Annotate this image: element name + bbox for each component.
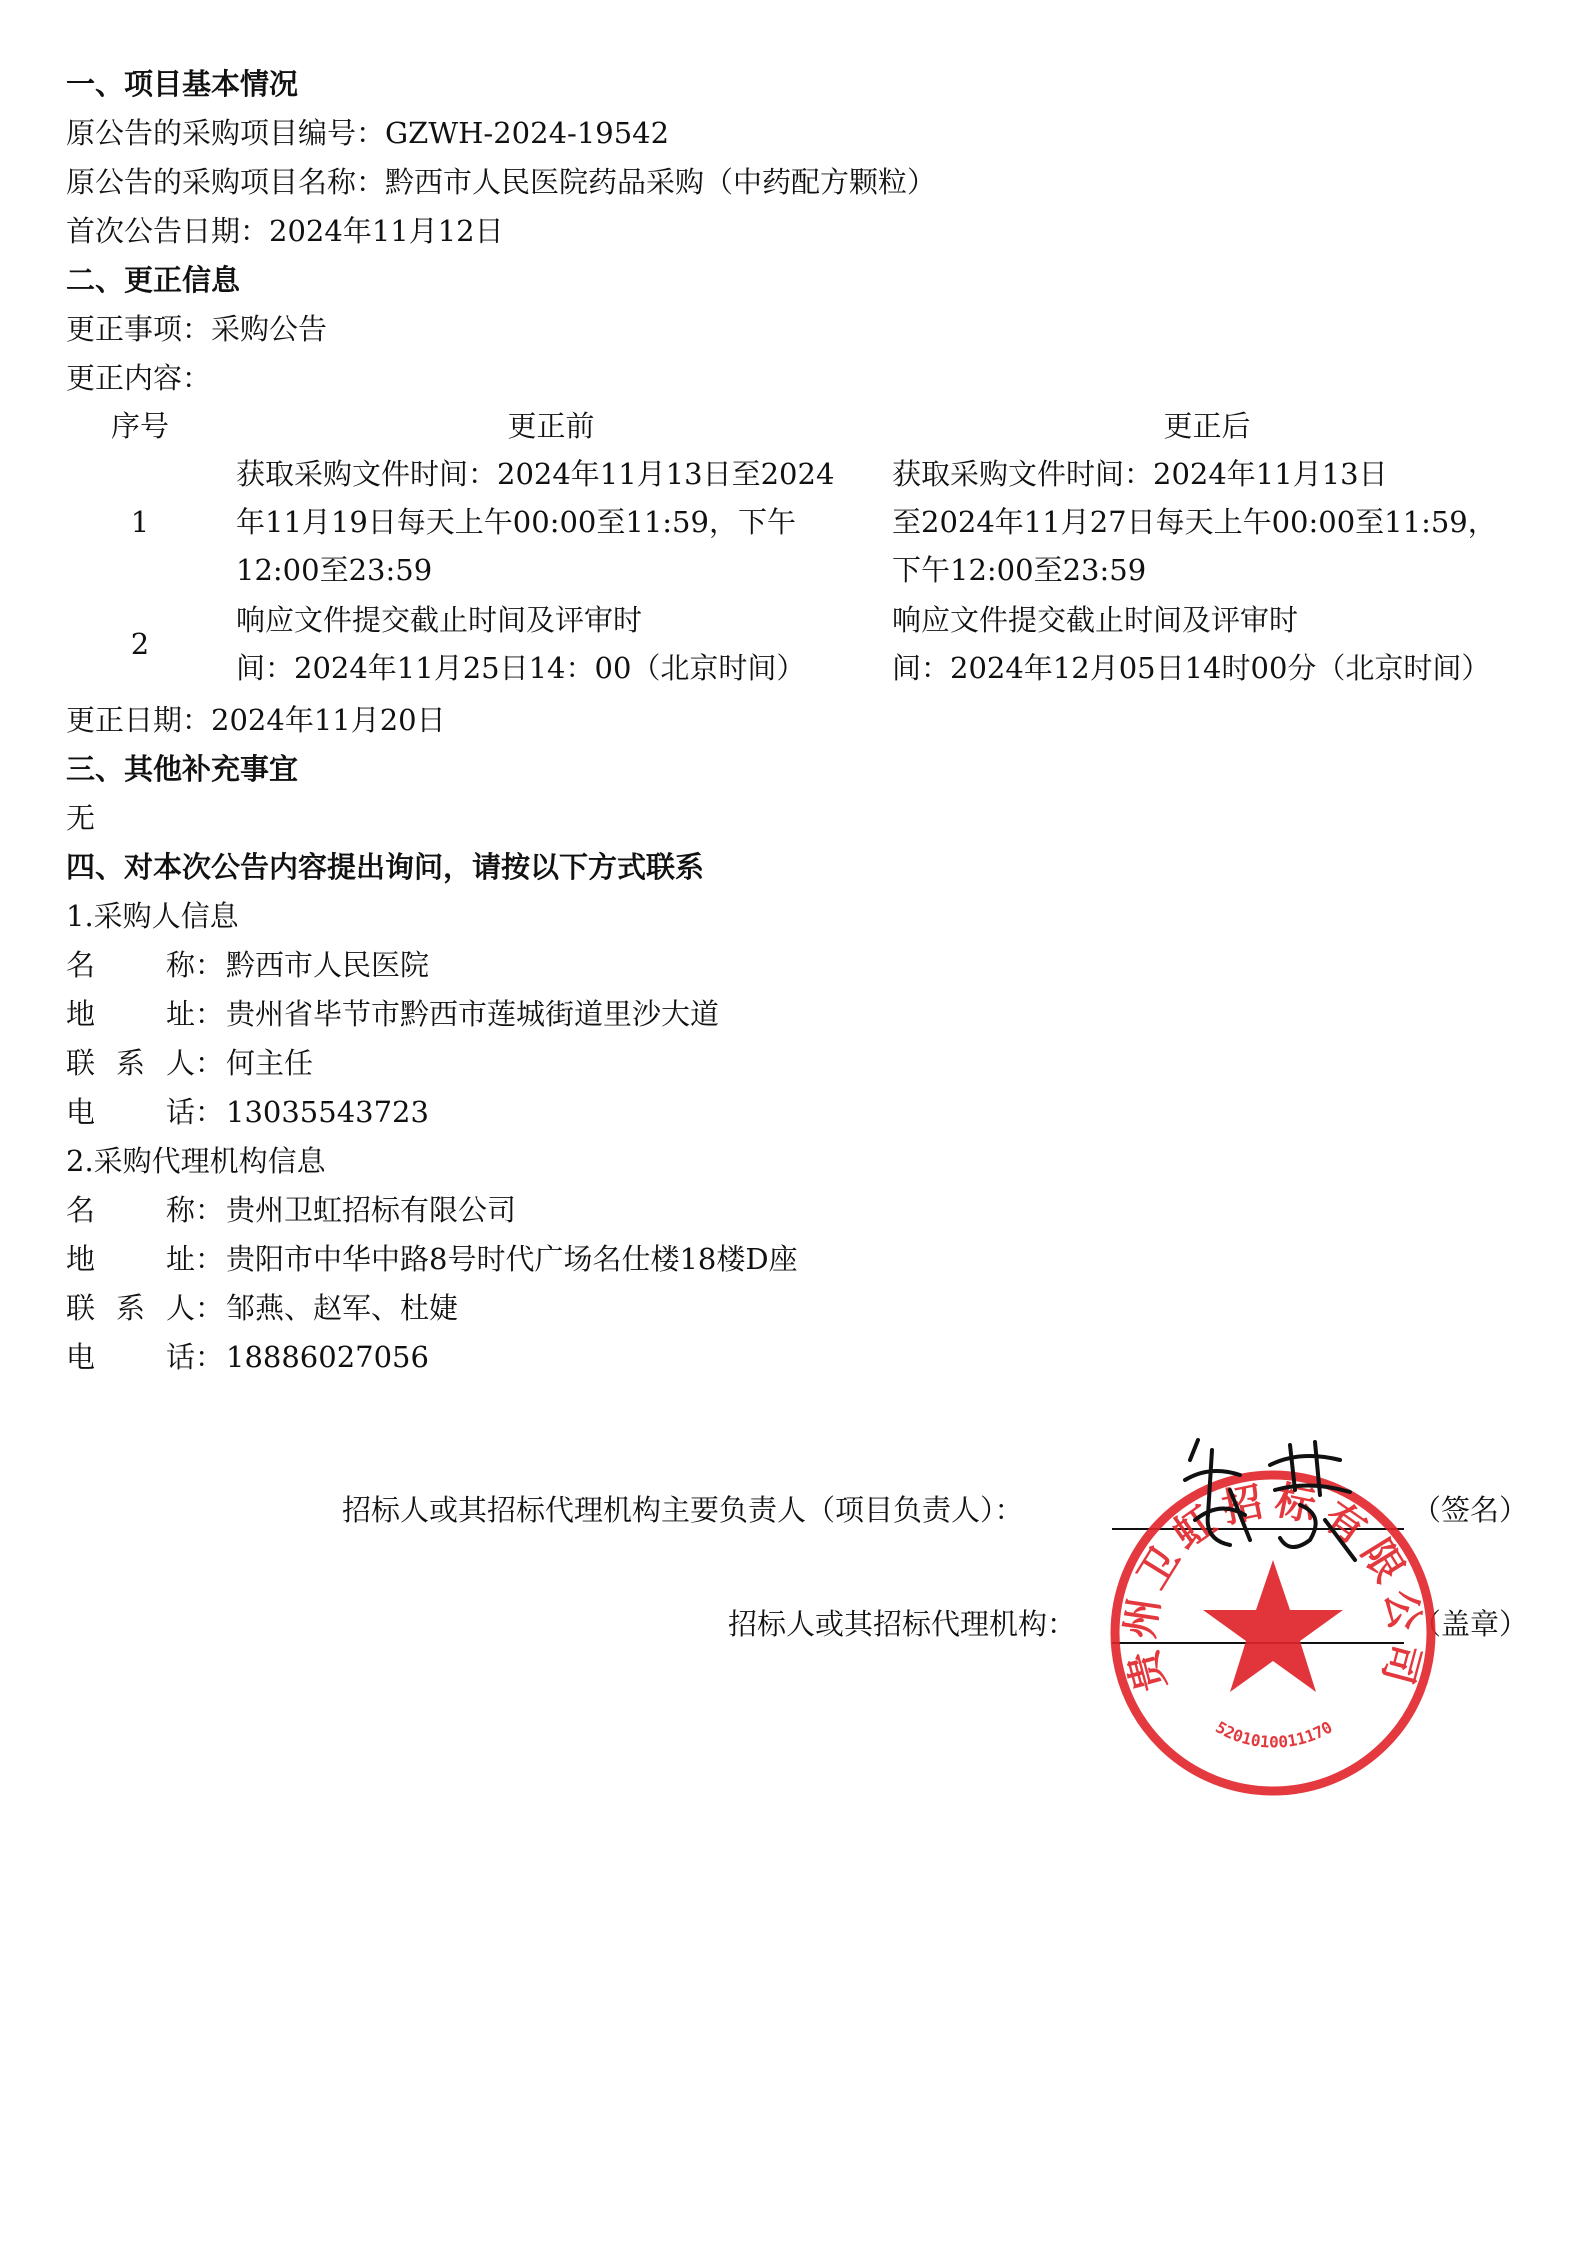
row-2-before-line: 响应文件提交截止时间及评审时	[236, 603, 643, 637]
project-number-line	[66, 111, 669, 155]
signature-suffix: （签名）	[1412, 1493, 1529, 1527]
section3-heading: 三、其他补充事宜	[66, 752, 299, 786]
label-char: 电	[66, 1340, 96, 1374]
table-header-no: 序号	[110, 409, 169, 443]
table-row-2-before	[236, 596, 876, 692]
table-header-after: 更正后	[1163, 409, 1251, 443]
project-number: GZWH-2024-19542	[385, 116, 670, 150]
project-name-line	[66, 160, 936, 204]
purchaser-contact: 何主任	[226, 1046, 314, 1080]
label-char: 联	[66, 1046, 96, 1080]
row-1-before-line: 12:00至23:59	[236, 553, 433, 587]
seal-star-icon	[1203, 1560, 1343, 1692]
seal-company-text: 贵州卫虹招标有限公司	[1117, 1477, 1429, 1697]
name-label	[66, 1188, 226, 1232]
leader-signature-label: 招标人或其招标代理机构主要负责人（项目负责人）：	[342, 1493, 1024, 1527]
label-char: 名	[66, 1193, 96, 1227]
label-char: 人：	[166, 1291, 225, 1325]
purchaser-contact-line	[66, 1041, 313, 1085]
row-2-after-line: 响应文件提交截止时间及评审时	[892, 603, 1299, 637]
purchaser-address: 贵州省毕节市黔西市莲城街道里沙大道	[226, 997, 720, 1031]
agency-address: 贵阳市中华中路8号时代广场名仕楼18楼D座	[226, 1242, 798, 1276]
project-number-label: 原公告的采购项目编号：	[66, 116, 386, 150]
purchaser-title: 1.采购人信息	[66, 899, 239, 933]
contact-label	[66, 1041, 226, 1085]
correction-date-line	[66, 698, 446, 742]
purchaser-name-line	[66, 943, 429, 987]
agency-address-line	[66, 1237, 798, 1281]
handwritten-signature	[1150, 1420, 1390, 1570]
project-name-label: 原公告的采购项目名称：	[66, 165, 386, 199]
address-label	[66, 992, 226, 1036]
project-name: 黔西市人民医院药品采购（中药配方颗粒）	[385, 165, 937, 199]
agency-phone: 18886027056	[226, 1340, 429, 1374]
agency-phone-line	[66, 1335, 429, 1379]
label-char: 地	[66, 1242, 96, 1276]
label-char: 地	[66, 997, 96, 1031]
label-char: 话：	[166, 1340, 225, 1374]
row-1-after-line: 至2024年11月27日每天上午00:00至11:59，	[892, 505, 1497, 539]
label-char: 系	[116, 1291, 146, 1325]
correction-content-label: 更正内容：	[66, 361, 212, 395]
section1-heading: 一、项目基本情况	[66, 67, 299, 101]
table-row-1-no: 1	[130, 505, 150, 539]
agency-contact: 邹燕、赵军、杜婕	[226, 1291, 459, 1325]
label-char: 系	[116, 1046, 146, 1080]
org-seal-label: 招标人或其招标代理机构：	[728, 1607, 1077, 1641]
first-date-line	[66, 209, 504, 253]
label-char: 址：	[166, 1242, 225, 1276]
label-char: 联	[66, 1291, 96, 1325]
table-header-before: 更正前	[507, 409, 595, 443]
agency-name-line	[66, 1188, 516, 1232]
purchaser-address-line	[66, 992, 719, 1036]
name-label	[66, 943, 226, 987]
correction-date-label: 更正日期：	[66, 703, 212, 737]
agency-title: 2.采购代理机构信息	[66, 1144, 326, 1178]
correction-item-label: 更正事项：	[66, 312, 212, 346]
row-1-after-line: 下午12:00至23:59	[892, 553, 1147, 587]
phone-label	[66, 1335, 226, 1379]
agency-contact-line	[66, 1286, 458, 1330]
table-row-2-no: 2	[130, 627, 150, 661]
label-char: 址：	[166, 997, 225, 1031]
contact-label	[66, 1286, 226, 1330]
label-char: 电	[66, 1095, 96, 1129]
purchaser-name: 黔西市人民医院	[226, 948, 430, 982]
correction-date: 2024年11月20日	[211, 703, 446, 737]
purchaser-phone: 13035543723	[226, 1095, 429, 1129]
label-char: 人：	[166, 1046, 225, 1080]
correction-item: 采购公告	[211, 312, 328, 346]
table-row-1-before	[236, 450, 876, 594]
label-char: 话：	[166, 1095, 225, 1129]
row-1-after-line: 获取采购文件时间：2024年11月13日	[892, 457, 1388, 491]
seal-number: 5201010011170	[1212, 1717, 1336, 1752]
phone-label	[66, 1090, 226, 1134]
agency-name: 贵州卫虹招标有限公司	[226, 1193, 517, 1227]
row-1-before-line: 年11月19日每天上午00:00至11:59，下午	[236, 505, 796, 539]
label-char: 称：	[166, 1193, 225, 1227]
row-2-after-line: 间：2024年12月05日14时00分（北京时间）	[892, 651, 1491, 685]
section2-heading: 二、更正信息	[66, 263, 241, 297]
section3-content: 无	[66, 801, 96, 835]
correction-item-line	[66, 307, 327, 351]
row-2-before-line: 间：2024年11月25日14：00（北京时间）	[236, 651, 806, 685]
seal-suffix: （盖章）	[1412, 1607, 1529, 1641]
table-row-1-after	[892, 450, 1532, 594]
label-char: 称：	[166, 948, 225, 982]
first-date-label: 首次公告日期：	[66, 214, 270, 248]
first-date: 2024年11月12日	[269, 214, 504, 248]
label-char: 名	[66, 948, 96, 982]
row-1-before-line: 获取采购文件时间：2024年11月13日至2024	[236, 457, 835, 491]
address-label	[66, 1237, 226, 1281]
table-row-2-after	[892, 596, 1532, 692]
section4-heading: 四、对本次公告内容提出询问，请按以下方式联系	[66, 850, 705, 884]
purchaser-phone-line	[66, 1090, 429, 1134]
